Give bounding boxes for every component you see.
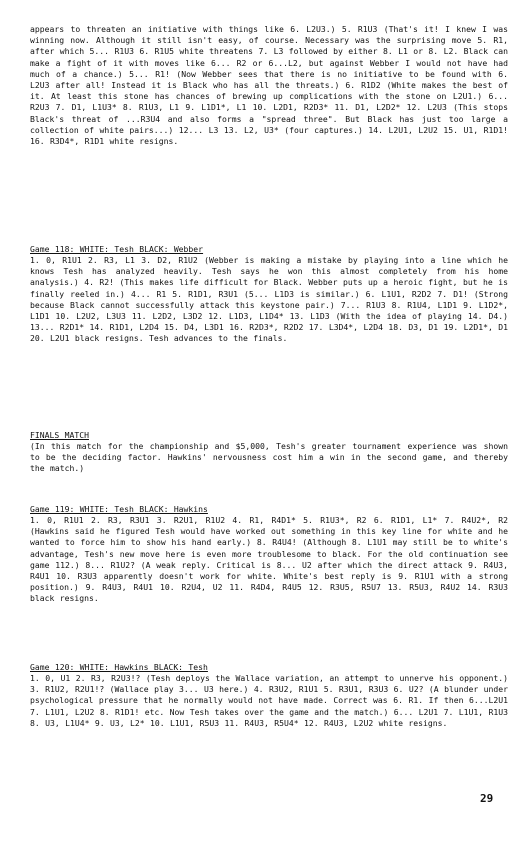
game-118-heading: Game 118: WHITE: Tesh BLACK: Webber bbox=[30, 244, 204, 254]
game-119-heading: Game 119: WHITE: Tesh BLACK: Hawkins bbox=[30, 504, 208, 514]
game-120-heading: Game 120: WHITE: Hawkins BLACK: Tesh bbox=[30, 662, 208, 672]
finals-heading: FINALS MATCH bbox=[30, 430, 89, 440]
page-number: 29 bbox=[480, 792, 494, 805]
game-120-text: 1. 0, U1 2. R3, R2U3!? (Tesh deploys the Wallace variation, an attempt to unnerve his opponent.) 3. R1U2, R2U1!? (Wallace play 3... U3 here.) 4. R3U2, R1U1 5. R3U1, R3U3 6. U2? (A blunder under psychological pressure that he normally would not have made. Correct was 6. R1. If then 6...L2U1 7. L1U1, L2U2 8. R1D1! etc. Now Tesh takes over the game and the match.) 6... L2U1 7. L1U1, R1U3 8. U3, L1U4* 9. U3, L2* 10. L1U1, R5U3 11. R4U3, R5U4* 12. R4U3, L2U2 white resigns. bbox=[30, 673, 508, 728]
game-118-text: 1. 0, R1U1 2. R3, L1 3. D2, R1U2 (Webber is making a mistake by playing into a line which he knows Tesh has analyzed heavily. Tesh says he won this almost completely from his home analysis.) 4. R2! (This makes life difficult for Black. Webber puts up a heroic fight, but he is finally reeled in.) 4... R1 5. R1D1, R3U1 (5... L1D3 is similar.) 6. L1U1, R2D2 7. D1! (Strong because Black cannot successfully attack this keystone pair.) 7... R1U3 8. R1U4, L1D1 9. L1D2*, L1D1 10. L2U2, L3U3 11. L2D2, L3D2 12. L1D3, L1D4* 13. L1D3 (With the idea of playing 14. D4.) 13... R2D1* 14. R1D1, L2D4 15. D4, L3D1 16. R2D3*, R2D2 17. L3D4*, L2D4 18. D3, D1 19. L2D1*, D1 20. L2U1 black resigns. Tesh advances to the finals. bbox=[30, 255, 508, 344]
game-119-text: 1. 0, R1U1 2. R3, R3U1 3. R2U1, R1U2 4. R1, R4D1* 5. R1U3*, R2 6. R1D1, L1* 7. R4U2*, R2 (Hawkins said he figured Tesh would have worked out something in this key line for white and he wanted to force him to show his hand early.) 8. R4U4! (Although 8. L1U1 may still be to white's advantage, Tesh's new move here is even more troublesome to black. For the old continuation see game 112.) 8... R1U2? (A weak reply. Critical is 8... U2 after which the direct attack 9. R4U3, R4U1 10. R3U3 apparently doesn't work for white. White's best reply is 9. R1U1 with a strong position.) 9. R4U3, R4U1 10. R2U4, U2 11. R4D4, R4U5 12. R3U5, R5U7 13. R5U3, R4U2 14. R3U3 black resigns. bbox=[30, 515, 508, 604]
finals-text: (In this match for the championship and $5,000, Tesh's greater tournament experience was shown to be the deciding factor. Hawkins' nervousness cost him a win in the second game, and thereby the match.) bbox=[30, 441, 508, 474]
intro-paragraph: appears to threaten an initiative with things like 6. L2U3.) 5. R1U3 (That's it! I knew I was winning now. Although it still isn't easy, of course. Necessary was the surprising move 5. R1, after which 5... R1U3 6. R1U5 white threatens 7. L3 followed by either 8. L1 or 8. L2. Black can make a fight of it with moves like 6... R2 or 6...L2, but against Webber I would not have had much of a chance.) 5... R1! (Now Webber sees that there is no initiative to be found with 6. L2U3 after all! Instead it is Black who has all the threats.) 6. R1D2 (White makes the best of it. At least this stone has chances of brewing up complications with the stone on L2U1.) 6... R2U3 7. D1, L1U3* 8. R1U3, L1 9. L1D1*, L1 10. L2D1, R2D3* 11. D1, L2D2* 12. L2U3 (This stops Black's threat of ...R3U4 and also forms a "spread three". But Black has just too large a collection of white pairs...) 12... L3 13. L2, U3* (four captures.) 14. L2U1, L2U2 15. U1, R1D1! 16. R3D4*, R1D1 white resigns. bbox=[30, 24, 508, 147]
